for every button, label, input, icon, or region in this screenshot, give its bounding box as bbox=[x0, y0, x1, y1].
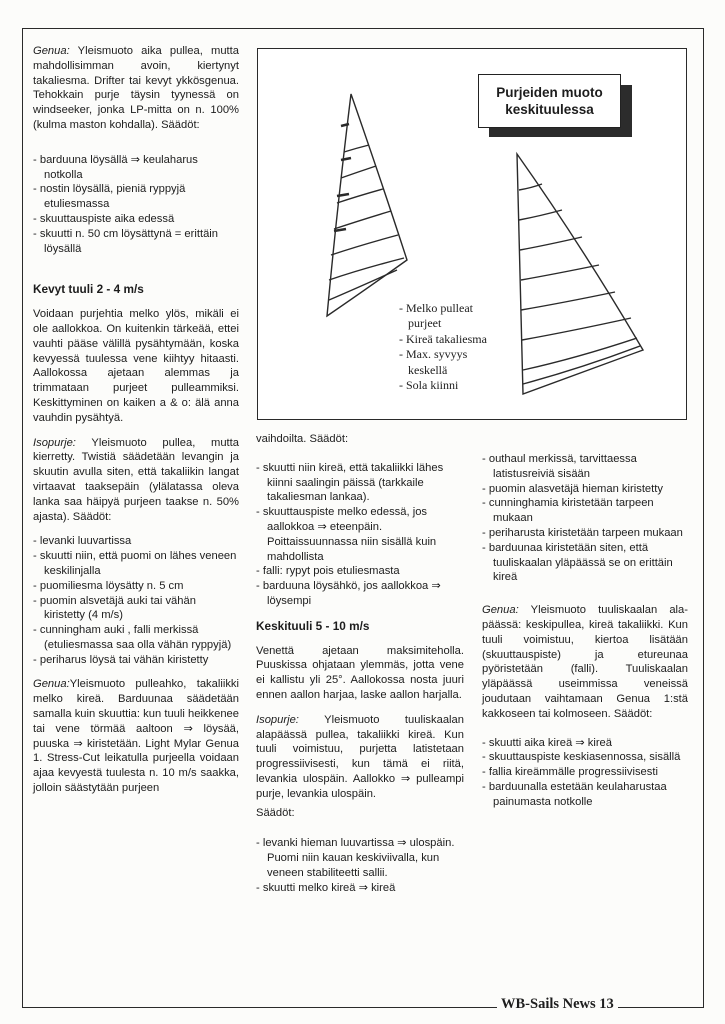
settings-list bbox=[256, 461, 464, 609]
list-item: - periharus löysä tai vähän kiristetty bbox=[33, 653, 239, 668]
paragraph: Säädöt: bbox=[256, 806, 295, 819]
column-1 bbox=[33, 44, 239, 806]
settings-list bbox=[482, 452, 688, 585]
list-item: - levanki hieman luuvartissa ⇒ ulospäin. Puomi niin kauan keskiviivalla, kun veneen stabiliteetti sallii. bbox=[256, 836, 464, 880]
column-3 bbox=[482, 452, 688, 820]
genua-paragraph: Genua:Yleismuoto pulleahko, takaliikki melko kireä. Barduunaa säädetään samalla kuin skuuttia: kun tuuli heikkenee tai vene törmää aaltoon ⇒ löysää, puuska ⇒ kiristetään. Light Mylar Genua 1. Stress-Cut leikatulla purjeella voidaan ajaa kevyestä tuulesta n. 10 m/s saakka, jolloin säästytään purjeen bbox=[33, 678, 239, 795]
list-item: - skuutti melko kireä ⇒ kireä bbox=[256, 881, 464, 896]
list-item: - puomin alsvetäjä auki tai vähän kiristetty (4 m/s) bbox=[33, 594, 239, 624]
figure-note: - Sola kiinni bbox=[399, 378, 504, 393]
page-footer: WB-Sails News 13 bbox=[497, 996, 618, 1013]
list-item: - outhaul merkissä, tarvittaessa latistusreiviä sisään bbox=[482, 452, 688, 482]
list-item: - skuuttauspiste aika edessä bbox=[33, 212, 239, 227]
figure-title: Purjeiden muoto keskituulessa bbox=[478, 74, 621, 128]
genua-paragraph: Genua: Yleismuoto aika pullea, mutta mahdollisimman avoin, kiertynyt takaliesma. Drifter tai kevyt ykkösgenua. Tehokkain purje täysin tyynessä on windseeker, jonka LP-mitta on n. 100% (kulma maston kohdalla). Säädöt: bbox=[33, 45, 239, 131]
genua-paragraph: Genua: Yleismuoto tuuliskaalan ala-päässä: keskipullea, kireä takaliikki. Kun tuuli voimistuu, kiertoa lisätään (skuuttauspiste) ja etureunaa pyöristetään (falli). Tuuliskaalan yläpäässä useimmissa veneissä joudutaan vaihtamaan Genua 1:stä kakkoseen tai kolmoseen. Säädöt: bbox=[482, 604, 688, 720]
list-item: - cunninghamia kiristetään tarpeen mukaan bbox=[482, 496, 688, 526]
paragraph: vaihdoilta. Säädöt: bbox=[256, 433, 349, 445]
list-item: - barduunalla estetään keulaharustaa painumasta notkolle bbox=[482, 780, 688, 810]
list-item: - skuuttauspiste melko edessä, jos aallokkoa ⇒ eteenpäin. Poittaissuunnassa niin sisällä kuin mahdollista bbox=[256, 505, 464, 564]
figure-notes bbox=[399, 301, 504, 393]
list-item: - skuutti n. 50 cm löysättynä = erittäin löysällä bbox=[33, 227, 239, 257]
list-item: - puomiliesma löysätty n. 5 cm bbox=[33, 579, 239, 594]
list-item: - nostin löysällä, pieniä ryppyjä etuliesmassa bbox=[33, 182, 239, 212]
figure-note: - Melko pulleat purjeet bbox=[399, 301, 504, 332]
list-item: - falli: rypyt pois etuliesmasta bbox=[256, 564, 464, 579]
settings-list bbox=[482, 736, 688, 810]
list-item: - skuuttauspiste keskiasennossa, sisällä bbox=[482, 750, 688, 765]
list-item: - skuutti aika kireä ⇒ kireä bbox=[482, 736, 688, 751]
settings-list bbox=[33, 534, 239, 667]
isopurje-paragraph: Isopurje: Yleismuoto pullea, mutta kierretty. Twistiä säädetään levangin ja skuutin avulla siten, että takaliikin langat virtaavat taaksepäin (ylälatassa oleva lanka saa häipyä purjeen taakse n. 50% ajasta). Säädöt: bbox=[33, 436, 239, 523]
settings-list bbox=[256, 836, 464, 895]
list-item: - levanki luuvartissa bbox=[33, 534, 239, 549]
section-heading: Keskituuli 5 - 10 m/s bbox=[256, 618, 370, 633]
list-item: - barduunaa kiristetään siten, että tuuliskaalan yläpäässä se on erittäin kireä bbox=[482, 541, 688, 585]
paragraph: Voidaan purjehtia melko ylös, mikäli ei ole aallokkoa. On kuitenkin tärkeää, ettei vauhti pääse välillä pysähtymään, koska kevyessä tuulessa vene kiihtyy hitaasti. Aallokossa ajetaan alemmas ja trimmataan purjeet pulleammiksi. Keskittyminen on kaiken a & o: älä anna vauhdin pysähtyä. bbox=[33, 308, 239, 424]
list-item: - skuutti niin, että puomi on lähes veneen keskilinjalla bbox=[33, 549, 239, 579]
isopurje-paragraph: Isopurje: Yleismuoto tuuliskaalan alapäässä pullea, takaliikki kireä. Kun tuuli voimistuu, purjetta latistetaan progressiivisesti, kun tämä ei riitä, levankia ulospäin. Aallokko ⇒ pulleampi purje, levankia ulospäin. bbox=[256, 713, 464, 800]
list-item: - barduuna löysähkö, jos aallokkoa ⇒ löysempi bbox=[256, 579, 464, 609]
list-item: - barduuna löysällä ⇒ keulaharus notkolla bbox=[33, 153, 239, 183]
section-heading: Kevyt tuuli 2 - 4 m/s bbox=[33, 282, 144, 297]
list-item: - fallia kireämmälle progressiivisesti bbox=[482, 765, 688, 780]
list-item: - puomin alasvetäjä hieman kiristetty bbox=[482, 482, 688, 497]
paragraph: Venettä ajetaan maksimiteholla. Puuskissa ohjataan ylemmäs, jotta vene ei kallistu yli 25°. Aallokossa nosta juuri ennen aallon harjaa, laske aallon harjalla. bbox=[256, 644, 464, 701]
figure-note: - Kireä takaliesma bbox=[399, 332, 504, 347]
column-2 bbox=[256, 432, 464, 906]
list-item: - skuutti niin kireä, että takaliikki lähes kiinni saalingin päissä (tarkkaile takaliesman lankaa). bbox=[256, 461, 464, 505]
list-item: - cunningham auki , falli merkissä (etuliesmassa saa olla vähän ryppyjä) bbox=[33, 623, 239, 653]
settings-list bbox=[33, 153, 239, 257]
list-item: - periharusta kiristetään tarpeen mukaan bbox=[482, 526, 688, 541]
figure-note: - Max. syvyys keskellä bbox=[399, 347, 498, 378]
